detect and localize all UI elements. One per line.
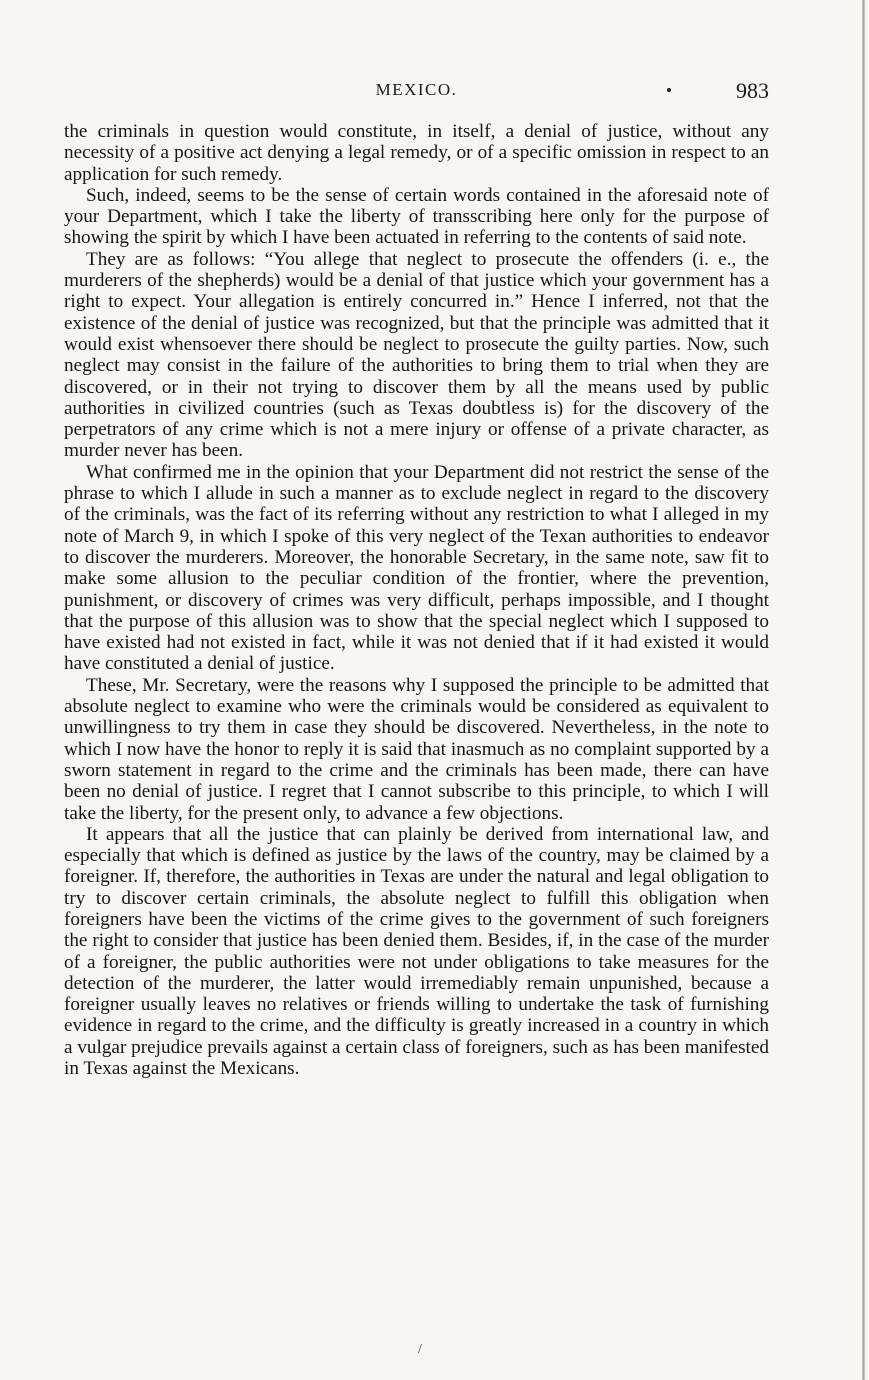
page-edge-shadow [862,0,865,1380]
paragraph: They are as follows: “You allege that neglect to prosecute the offenders (i. e., the murderers of the shepherds) would be a denial of that justice which your government has a right to expect. Your allegation is entirely concurred in.” Hence I inferred, not that the existence of the denial of justice was recognized, but that the principle was admitted that it would exist whensoever there should be neglect to prosecute the guilty parties. Now, such neglect may consist in the failure of the authorities to bring them to trial when they are discovered, or in their not trying to discover them by all the means used by public authorities in civilized countries (such as Texas doubtless is) for the discovery of the perpetrators of any crime which is not a mere injury or offense of a private character, as murder never has been. [64,248,769,462]
body-text [64,121,769,1079]
running-head: MEXICO. [375,80,458,99]
paragraph: What confirmed me in the opinion that your Department did not restrict the sense of the phrase to which I allude in such a manner as to exclude neglect in regard to the discovery of the criminals, was the fact of its referring without any restriction to what I alleged in my note of March 9, in which I spoke of this very neglect of the Texan authorities to endeavor to discover the murderers. Moreover, the honorable Secretary, in the same note, saw fit to make some allusion to the peculiar condition of the frontier, where the prevention, punishment, or discovery of crimes was very difficult, perhaps impossible, and I thought that the purpose of this allusion was to show that the special neglect which I supposed to have existed had not existed in fact, while it was not denied that if it had existed it would have constituted a denial of justice. [64,461,769,675]
page-header [64,78,769,108]
paragraph: Such, indeed, seems to be the sense of certain words contained in the aforesaid note of your Department, which I take the liberty of transscribing here only for the purpose of showing the spirit by which I have been actuated in referring to the contents of said note. [64,184,769,249]
paragraph: It appears that all the justice that can plainly be derived from international law, and especially that which is defined as justice by the laws of the country, may be claimed by a foreigner. If, therefore, the authorities in Texas are under the natural and legal obligation to try to discover certain criminals, the absolute neglect to fulfill this obligation when foreigners have been the victims of the crime gives to the government of such foreigners the right to consider that justice has been denied them. Besides, if, in the case of the murder of a foreigner, the public authorities were not under obligations to take measures for the detection of the murderer, the latter would irremediably remain unpunished, because a foreigner usually leaves no relatives or friends willing to undertake the task of furnishing evidence in regard to the crime, and the difficulty is greatly increased in a country in which a vulgar prejudice prevails against a certain class of foreigners, such as has been manifested in Texas against the Mexicans. [64,823,769,1080]
header-dot [667,88,671,92]
paragraph: These, Mr. Secretary, were the reasons why I supposed the principle to be admitted that absolute neglect to examine who were the criminals would be considered as equivalent to unwillingness to try them in case they should be discovered. Nevertheless, in the note to which I now have the honor to reply it is said that inasmuch as no complaint supported by a sworn statement in regard to the crime and the criminals has been made, there can have been no denial of justice. I regret that I cannot subscribe to this principle, to which I will take the liberty, for the present only, to advance a few objections. [64,674,769,824]
paragraph-continuation: the criminals in question would constitute, in itself, a denial of justice, without any necessity of a positive act denying a legal remedy, or of a specific omission in respect to an application for such remedy. [64,121,769,185]
footer-mark: / [418,1342,422,1357]
page-number: 983 [736,78,769,103]
